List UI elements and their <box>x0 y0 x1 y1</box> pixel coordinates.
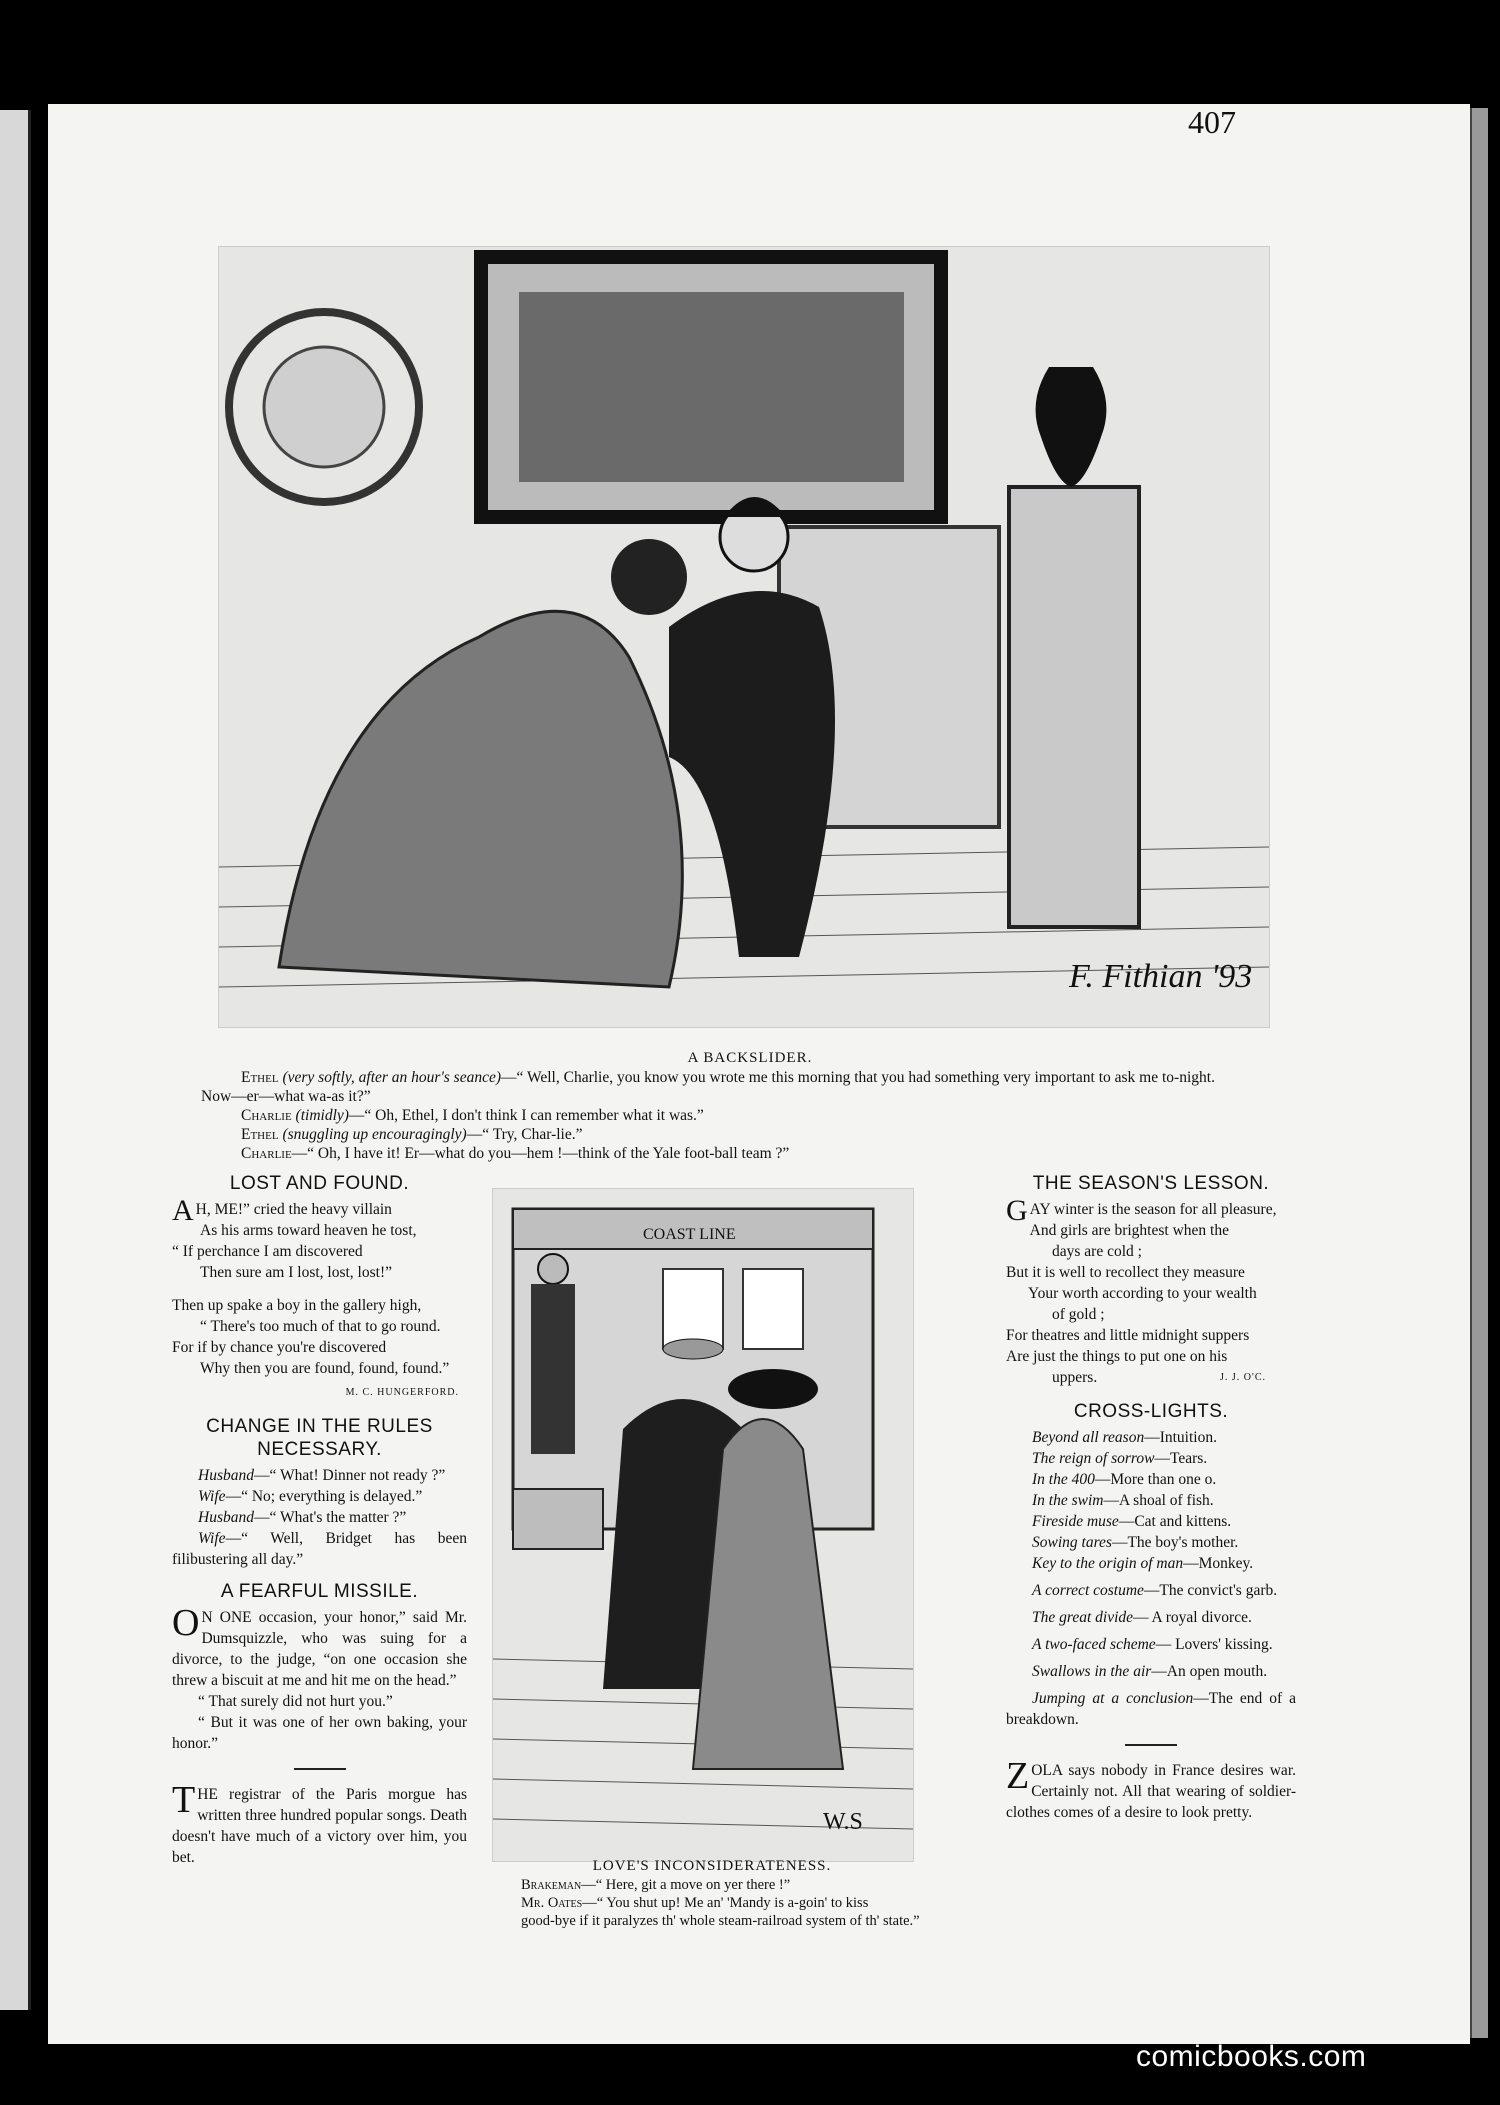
list-item: Beyond all reason—Intuition. <box>1032 1429 1217 1446</box>
morgue-text: THE registrar of the Paris morgue has written three hundred popular songs. Death doesn't have much of a victory over him, you bet. <box>172 1779 467 1866</box>
list-item: Jumping at a conclusion—The end of a breakdown. <box>1006 1690 1296 1728</box>
backslider-signature: F. Fithian '93 <box>1069 958 1253 995</box>
list-item: In the swim—A shoal of fish. <box>1032 1492 1214 1509</box>
zola-text: ZOLA says nobody in France desires war. Certainly not. All that wearing of soldier-clothes comes of a desire to look pretty. <box>1006 1755 1296 1821</box>
lost-and-found-poem: A H, ME!” cried the heavy villain As his arms toward heaven he tost, “ If perchance I am discovered Then sure am I lost, lost, lost!” Then up spake a boy in the gallery high, “ There's too much of that to go round. For if by chance you're discovered Why then you are found, found, found.” <box>172 1194 450 1377</box>
change-rules-text: Husband—“ What! Dinner not ready ?” Wife—“ No; everything is delayed.” Husband—“ What's the matter ?” Wife—“ Well, Bridget has been filibustering all day.” <box>172 1467 467 1568</box>
adjacent-page-edge <box>0 110 31 2010</box>
list-item: The reign of sorrow—Tears. <box>1032 1450 1208 1467</box>
cross-lights-title: CROSS-LIGHTS. <box>1073 1401 1229 1422</box>
list-item: A correct costume—The convict's garb. <box>1032 1582 1278 1599</box>
love-inconsiderateness-dialog <box>521 1876 1001 1930</box>
seasons-lesson-title: THE SEASON'S LESSON. <box>1032 1173 1270 1194</box>
dialog-line: Brakeman—“ Here, git a move on yer there !” <box>521 1877 791 1893</box>
list-item: Fireside muse—Cat and kittens. <box>1032 1513 1232 1530</box>
dialog-line: Ethel (very softly, after an hour's seance)—“ Well, Charlie, you know you wrote me this morning that you had something very important to ask me to-night. <box>241 1069 1215 1086</box>
change-rules-title: CHANGE IN THE RULES NECESSARY. <box>206 1416 433 1460</box>
dialog-line: Ethel (snuggling up encouragingly)—“ Try, Char-lie.” <box>241 1126 583 1143</box>
lost-and-found-credit: M. C. HUNGERFORD. <box>345 1387 459 1398</box>
list-item: A two-faced scheme— Lovers' kissing. <box>1032 1636 1273 1653</box>
dialog-line: Charlie (timidly)—“ Oh, Ethel, I don't think I can remember what it was.” <box>241 1107 704 1124</box>
list-item: Key to the origin of man—Monkey. <box>1032 1555 1254 1572</box>
love-inconsiderateness-title: LOVE'S INCONSIDERATENESS. <box>592 1858 832 1874</box>
cross-lights-list <box>1006 1427 1296 1730</box>
center-signature: W.S <box>823 1809 863 1835</box>
dialog-line: good-bye if it paralyzes th' whole steam-railroad system of th' state.” <box>521 1913 920 1929</box>
coast-line-sign: COAST LINE <box>643 1226 736 1243</box>
dialog-line: Charlie—“ Oh, I have it! Er—what do you—hem !—think of the Yale foot-ball team ?” <box>241 1145 790 1162</box>
dialog-line: Mr. Oates—“ You shut up! Me an' 'Mandy is a-goin' to kiss <box>521 1895 869 1911</box>
fearful-missile-text: O N ONE occasion, your honor,” said Mr. Dumsquizzle, who was suing for a divorce, to the judge, “on one occasion she threw a biscuit at me and hit me on the head.” “ That surely did not hurt you.” “ But it was one of her own baking, your honor.” <box>172 1602 467 1752</box>
list-item: Sowing tares—The boy's mother. <box>1032 1534 1239 1551</box>
section-rule <box>294 1768 346 1770</box>
seasons-lesson-credit: J. J. O'C. <box>1220 1372 1266 1383</box>
list-item: The great divide— A royal divorce. <box>1032 1609 1252 1626</box>
page-stack-edge <box>1470 108 1488 2038</box>
dialog-line: Now—er—what wa-as it?” <box>201 1088 371 1105</box>
lost-and-found-title: LOST AND FOUND. <box>229 1173 410 1194</box>
page-number: 407 <box>1188 104 1236 140</box>
left-column <box>172 1172 467 1868</box>
list-item: Swallows in the air—An open mouth. <box>1032 1663 1268 1680</box>
seasons-lesson-poem: GAY winter is the season for all pleasure, And girls are brightest when the days are cold ; But it is well to recollect they measure Your worth according to your wealth of gold ; For theatres and little midnight suppers Are just the things to put one on his uppers. J. J. O'C. <box>1006 1199 1296 1388</box>
love-inconsiderateness-illustration <box>492 1188 914 1862</box>
backslider-title: A BACKSLIDER. <box>687 1050 813 1066</box>
section-rule <box>1125 1744 1177 1746</box>
backslider-illustration <box>218 246 1270 1028</box>
fearful-missile-title: A FEARFUL MISSILE. <box>220 1581 419 1602</box>
watermark: comicbooks.com <box>1136 2040 1367 2073</box>
backslider-dialog <box>201 1068 1301 1163</box>
list-item: In the 400—More than one o. <box>1032 1471 1217 1488</box>
right-column <box>1006 1172 1296 1823</box>
